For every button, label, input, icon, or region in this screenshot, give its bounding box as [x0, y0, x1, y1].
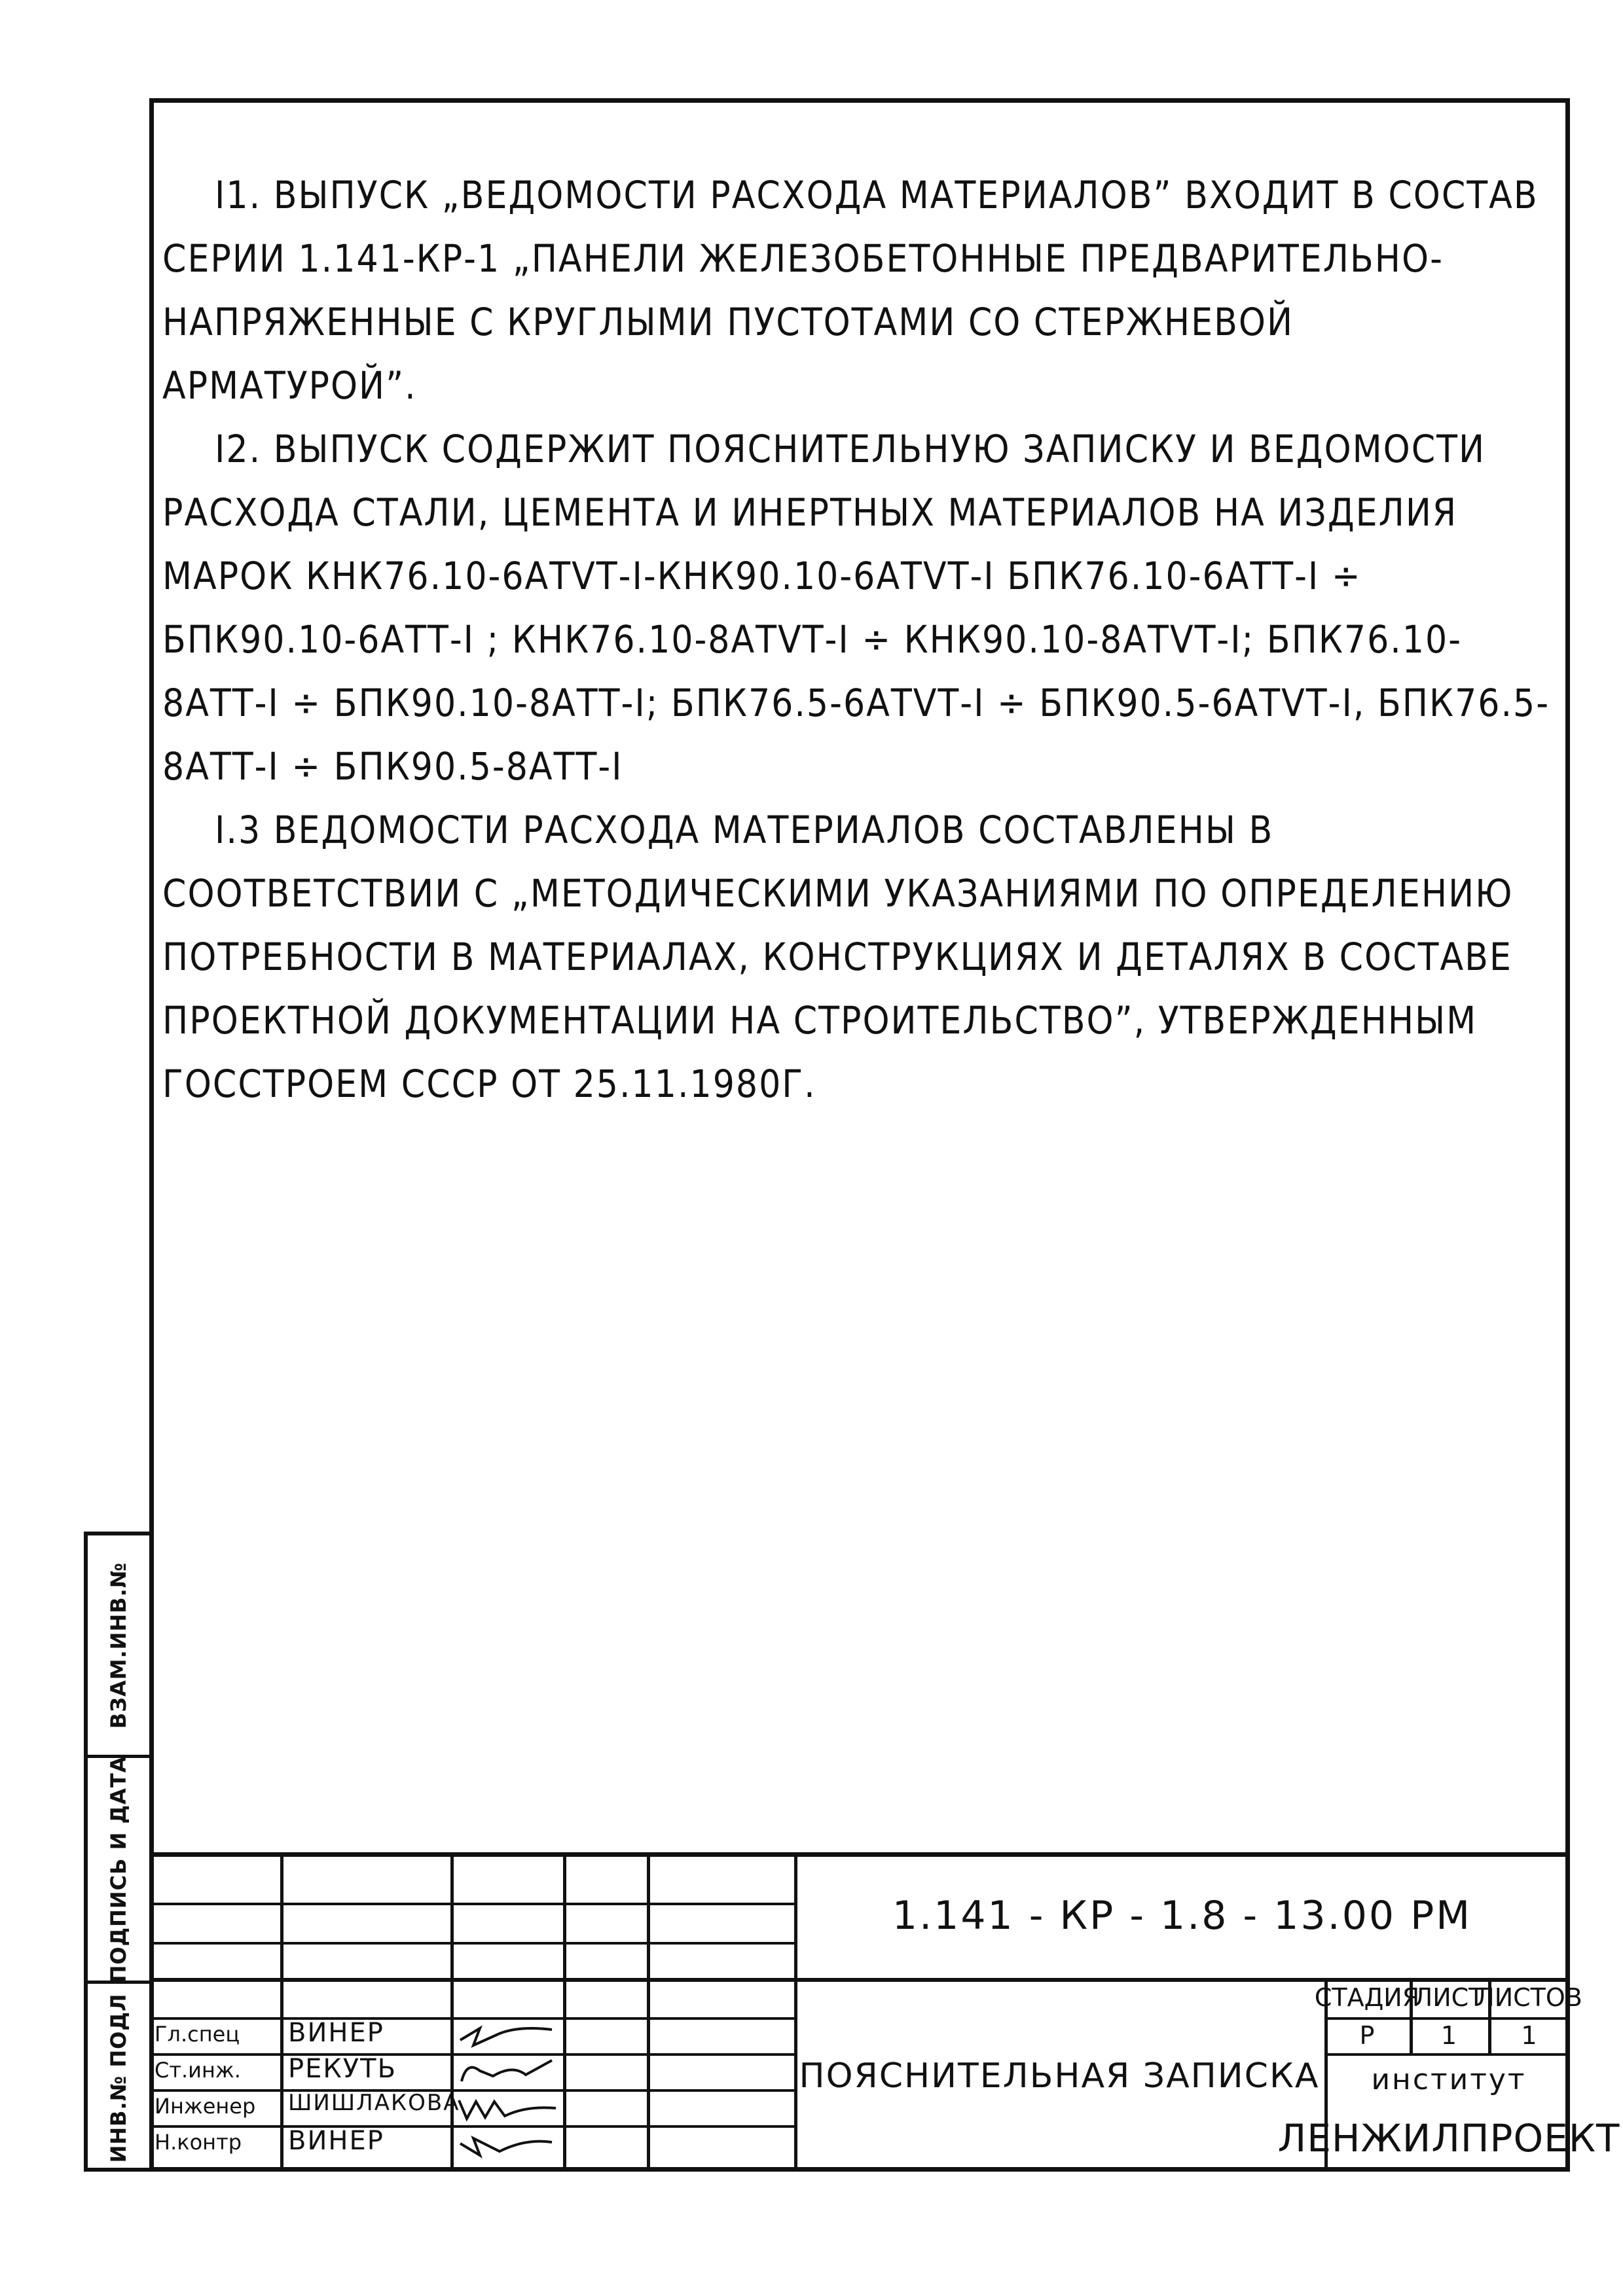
margin-label-signature-date: ПОДПИСЬ И ДАТА [106, 1755, 131, 1983]
stage-value: Р [1359, 2020, 1375, 2050]
document-code: 1.141 - КР - 1.8 - 13.00 РМ [892, 1893, 1472, 1939]
stage-header: СТАДИЯ [1314, 1983, 1420, 2012]
sheets-value: 1 [1521, 2020, 1537, 2050]
divider [149, 2089, 794, 2092]
paragraph-1: I1. ВЫПУСК „ВЕДОМОСТИ РАСХОДА МАТЕРИАЛОВ” ВХОДИТ В СОСТАВ СЕРИИ 1.141-КР-1 „ПАНЕЛИ ЖЕЛЕЗОБЕТОННЫЕ ПРЕДВАРИТЕЛЬНО-НАПРЯЖЕННЫЕ С КРУГЛЫМИ ПУСТОТАМИ СО СТЕРЖНЕВОЙ АРМАТУРОЙ”. [162, 173, 1539, 408]
institute-name: ЛЕНЖИЛПРОЕКТ [1277, 2116, 1620, 2161]
person-name: ВИНЕР [288, 2018, 384, 2048]
margin-cell-signature [88, 1755, 149, 1984]
divider [149, 1903, 794, 1905]
sheets-header: ЛИСТОВ [1476, 1983, 1582, 2012]
role-label: Инженер [155, 2094, 256, 2119]
explanatory-note-text [162, 164, 1557, 1116]
margin-cell-original-inv [88, 1984, 149, 2172]
signature-icon [454, 2092, 558, 2123]
title-block [149, 1852, 1620, 2172]
paragraph-2: I2. ВЫПУСК СОДЕРЖИТ ПОЯСНИТЕЛЬНУЮ ЗАПИСКУ И ВЕДОМОСТИ РАСХОДА СТАЛИ, ЦЕМЕНТА И ИНЕРТНЫХ МАТЕРИАЛОВ НА ИЗДЕЛИЯ МАРОК КНК76.10-6АТVТ-I-КНК90.10-6АТVТ-I БПК76.10-6АТТ-I ÷ БПК90.10-6АТТ-I ; КНК76.10-8АТVТ-I ÷ КНК90.10-8АТVТ-I; БПК76.10-8АТТ-I ÷ БПК90.10-8АТТ-I; БПК76.5-6АТVТ-I ÷ БПК90.5-6АТVТ-I, БПК76.5-8АТТ-I ÷ БПК90.5-8АТТ-I [162, 427, 1550, 789]
person-name: ВИНЕР [288, 2126, 384, 2156]
signature-icon [454, 2132, 558, 2162]
signature-icon [454, 2020, 558, 2051]
divider [149, 2125, 794, 2128]
margin-cell-replacement [88, 1535, 149, 1758]
person-name: ШИШЛАКОВА [288, 2090, 460, 2116]
sheet-value: 1 [1440, 2020, 1457, 2050]
divider [149, 2053, 794, 2056]
paragraph-3: I.3 ВЕДОМОСТИ РАСХОДА МАТЕРИАЛОВ СОСТАВЛЕНЫ В СООТВЕТСТВИИ С „МЕТОДИЧЕСКИМИ УКАЗАНИЯМИ ПО ОПРЕДЕЛЕНИЮ ПОТРЕБНОСТИ В МАТЕРИАЛАХ, КОНСТРУКЦИЯХ И ДЕТАЛЯХ В СОСТАВЕ ПРОЕКТНОЙ ДОКУМЕНТАЦИИ НА СТРОИТЕЛЬСТВО”, УТВЕРЖДЕННЫМ ГОССТРОЕМ СССР ОТ 25.11.1980Г. [162, 808, 1514, 1106]
role-label: Н.контр [155, 2130, 242, 2155]
person-name: РЕКУТЬ [288, 2054, 397, 2084]
document-title: ПОЯСНИТЕЛЬНАЯ ЗАПИСКА [799, 2056, 1320, 2096]
margin-label-original-inv: ИНВ.№ ПОДЛ [106, 1993, 131, 2162]
signature-icon [454, 2056, 558, 2087]
margin-label-replacement-inv: ВЗАМ.ИНВ.№ [106, 1562, 131, 1729]
sheet-header: ЛИСТ [1413, 1983, 1484, 2012]
divider [149, 1942, 794, 1945]
institute-label: институт [1371, 2062, 1527, 2096]
divider [149, 2017, 794, 2020]
role-label: Гл.спец [155, 2022, 240, 2047]
left-margin-strip [84, 1532, 149, 2172]
role-label: Ст.инж. [155, 2058, 241, 2083]
